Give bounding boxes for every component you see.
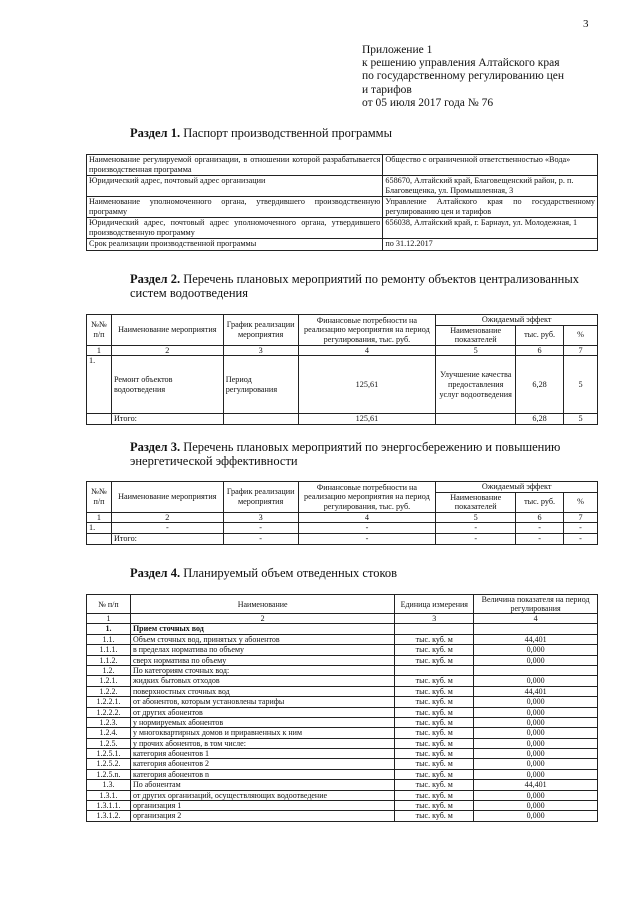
header-num: №№ п/п — [87, 482, 112, 513]
row-value: 0,000 — [474, 697, 598, 707]
row-name: сверх норматива по объему — [130, 655, 394, 665]
appendix-line: по государственному регулированию цен — [362, 70, 565, 83]
table-row — [87, 738, 598, 748]
row-unit — [395, 624, 474, 634]
table-row — [87, 218, 598, 239]
header-value: Величина показателя на период регулирования — [474, 595, 598, 614]
passport-value: Общество с ограниченной ответственностью «Вода» — [383, 155, 598, 176]
index-cell: 4 — [298, 345, 436, 356]
section-number: Раздел 1. — [130, 126, 181, 140]
header-num: №№ п/п — [87, 315, 112, 346]
section2-heading — [130, 272, 600, 300]
table-header-row — [87, 315, 598, 326]
row-unit — [395, 665, 474, 675]
row-value: 0,000 — [474, 655, 598, 665]
table-row — [87, 707, 598, 717]
header-schedule: График реализации мероприятия — [223, 482, 298, 513]
header-effect-pct: % — [564, 325, 598, 345]
passport-label: Срок реализации производственной программы — [87, 239, 383, 251]
row-name: у прочих абонентов, в том числе: — [130, 738, 394, 748]
header-finance: Финансовые потребности на реализацию мероприятия на период регулирования, тыс. руб. — [298, 315, 436, 346]
repair-measures-table — [86, 314, 598, 425]
row-name: Объем сточных вод, принятых у абонентов — [130, 634, 394, 644]
table-row — [87, 801, 598, 811]
row-name: организация 1 — [130, 801, 394, 811]
index-cell: 4 — [474, 614, 598, 624]
row-name: организация 2 — [130, 811, 394, 821]
header-unit: Единица измерения — [395, 595, 474, 614]
table-header-row — [87, 595, 598, 614]
index-cell: 2 — [130, 614, 394, 624]
row-effect-pct: 5 — [564, 356, 598, 414]
section-title: Паспорт производственной программы — [183, 126, 392, 140]
row-value: 0,000 — [474, 738, 598, 748]
total-label: Итого: — [111, 533, 223, 544]
header-num: № п/п — [87, 595, 131, 614]
passport-label: Юридический адрес, почтовый адрес уполномоченного органа, утвердившего производственную программу — [87, 218, 383, 239]
table-row — [87, 717, 598, 727]
passport-label: Юридический адрес, почтовый адрес организации — [87, 176, 383, 197]
section1-heading — [130, 126, 392, 141]
index-cell: 1 — [87, 345, 112, 356]
row-unit: тыс. куб. м — [395, 634, 474, 644]
header-effect-pct: % — [564, 492, 598, 512]
row-effect-value: - — [516, 523, 564, 534]
row-schedule: Период регулирования — [223, 356, 298, 414]
passport-value: Управление Алтайского края по государственному регулированию цен и тарифов — [383, 197, 598, 218]
table-total-row — [87, 533, 598, 544]
passport-value: 656038, Алтайский край, г. Барнаул, ул. Молодежная, 1 — [383, 218, 598, 239]
row-name: По категориям сточных вод: — [130, 665, 394, 675]
index-cell: 3 — [223, 345, 298, 356]
row-unit: тыс. куб. м — [395, 769, 474, 779]
total-schedule: - — [223, 533, 298, 544]
table-index-row — [87, 512, 598, 523]
index-cell: 6 — [516, 512, 564, 523]
header-effect-value: тыс. руб. — [516, 492, 564, 512]
row-num: 1.2.3. — [87, 717, 131, 727]
table-row — [87, 356, 598, 414]
row-num: 1.1.1. — [87, 645, 131, 655]
passport-value: по 31.12.2017 — [383, 239, 598, 251]
row-name: категория абонентов 1 — [130, 749, 394, 759]
row-effect-name: - — [436, 523, 516, 534]
table-row — [87, 686, 598, 696]
row-unit: тыс. куб. м — [395, 697, 474, 707]
table-row — [87, 523, 598, 534]
table-row — [87, 655, 598, 665]
row-unit: тыс. куб. м — [395, 686, 474, 696]
row-name: категория абонентов n — [130, 769, 394, 779]
row-name: - — [111, 523, 223, 534]
section-title: Перечень плановых мероприятий по энергосбережению и повышению энергетической эффективности — [130, 440, 561, 468]
table-index-row — [87, 614, 598, 624]
table-header-row — [87, 482, 598, 493]
header-effect: Ожидаемый эффект — [436, 482, 598, 493]
total-effect-name — [436, 414, 516, 425]
row-unit: тыс. куб. м — [395, 717, 474, 727]
page-number: 3 — [583, 18, 589, 30]
section-number: Раздел 2. — [130, 272, 181, 286]
index-cell: 7 — [564, 512, 598, 523]
row-unit: тыс. куб. м — [395, 801, 474, 811]
row-num: 1.3. — [87, 780, 131, 790]
index-cell: 5 — [436, 512, 516, 523]
table-row — [87, 811, 598, 821]
row-finance: - — [298, 523, 436, 534]
passport-label: Наименование регулируемой организации, в отношении которой разрабатывается производственная программа — [87, 155, 383, 176]
header-name: Наименование мероприятия — [111, 482, 223, 513]
row-unit: тыс. куб. м — [395, 645, 474, 655]
total-label: Итого: — [111, 414, 223, 425]
section-title: Планируемый объем отведенных стоков — [183, 566, 398, 580]
row-num: 1.2.5.2. — [87, 759, 131, 769]
index-cell: 6 — [516, 345, 564, 356]
row-num: 1.1. — [87, 634, 131, 644]
row-value: 44,401 — [474, 686, 598, 696]
table-row — [87, 769, 598, 779]
row-value: 0,000 — [474, 707, 598, 717]
table-row — [87, 676, 598, 686]
row-value: 44,401 — [474, 634, 598, 644]
index-cell: 2 — [111, 345, 223, 356]
total-num — [87, 533, 112, 544]
appendix-line: к решению управления Алтайского края — [362, 57, 560, 70]
total-effect-value: - — [516, 533, 564, 544]
table-row — [87, 697, 598, 707]
row-schedule: - — [223, 523, 298, 534]
row-value: 0,000 — [474, 749, 598, 759]
table-row — [87, 728, 598, 738]
row-num: 1.2. — [87, 665, 131, 675]
row-num: 1.2.5.1. — [87, 749, 131, 759]
row-num: 1.2.2.2. — [87, 707, 131, 717]
row-num: 1.2.2.1. — [87, 697, 131, 707]
passport-table — [86, 154, 598, 251]
wastewater-volume-table — [86, 594, 598, 822]
table-index-row — [87, 345, 598, 356]
table-total-row — [87, 414, 598, 425]
total-effect-value: 6,28 — [516, 414, 564, 425]
row-name: Прием сточных вод — [130, 624, 394, 634]
row-name: у многоквартирных домов и приравненных к ним — [130, 728, 394, 738]
table-row — [87, 239, 598, 251]
table-row — [87, 624, 598, 634]
index-cell: 4 — [298, 512, 436, 523]
row-value: 0,000 — [474, 676, 598, 686]
row-value — [474, 624, 598, 634]
row-unit: тыс. куб. м — [395, 707, 474, 717]
index-cell: 5 — [436, 345, 516, 356]
index-cell: 1 — [87, 512, 112, 523]
energy-measures-table — [86, 481, 598, 545]
index-cell: 1 — [87, 614, 131, 624]
passport-value: 658670, Алтайский край, Благовещенский район, р. п. Благовещенка, ул. Промышленная, 3 — [383, 176, 598, 197]
row-value: 0,000 — [474, 728, 598, 738]
row-finance: 125,61 — [298, 356, 436, 414]
row-unit: тыс. куб. м — [395, 759, 474, 769]
table-row — [87, 780, 598, 790]
row-unit: тыс. куб. м — [395, 655, 474, 665]
total-effect-pct: 5 — [564, 414, 598, 425]
row-unit: тыс. куб. м — [395, 780, 474, 790]
appendix-header — [362, 44, 622, 110]
table-row — [87, 634, 598, 644]
header-name: Наименование мероприятия — [111, 315, 223, 346]
row-num: 1.2.1. — [87, 676, 131, 686]
passport-label: Наименование уполномоченного органа, утвердившего производственную программу — [87, 197, 383, 218]
table-row — [87, 759, 598, 769]
total-finance: 125,61 — [298, 414, 436, 425]
table-row — [87, 665, 598, 675]
row-name: жидких бытовых отходов — [130, 676, 394, 686]
row-num: 1.2.4. — [87, 728, 131, 738]
section-number: Раздел 3. — [130, 440, 181, 454]
row-unit: тыс. куб. м — [395, 738, 474, 748]
row-unit: тыс. куб. м — [395, 676, 474, 686]
row-name: в пределах норматива по объему — [130, 645, 394, 655]
table-row — [87, 197, 598, 218]
header-name: Наименование — [130, 595, 394, 614]
table-row — [87, 155, 598, 176]
row-effect-value: 6,28 — [516, 356, 564, 414]
row-num: 1.1.2. — [87, 655, 131, 665]
row-num: 1. — [87, 624, 131, 634]
index-cell: 3 — [223, 512, 298, 523]
row-name: у нормируемых абонентов — [130, 717, 394, 727]
total-schedule — [223, 414, 298, 425]
header-effect-name: Наименование показателей — [436, 325, 516, 345]
table-row — [87, 790, 598, 800]
row-value: 0,000 — [474, 811, 598, 821]
total-num — [87, 414, 112, 425]
row-num: 1.2.5.n. — [87, 769, 131, 779]
volume-rows — [87, 624, 598, 821]
row-effect-name: Улучшение качества предоставления услуг водоотведения — [436, 356, 516, 414]
row-name: По абонентам — [130, 780, 394, 790]
row-num: 1.3.1.1. — [87, 801, 131, 811]
row-value: 44,401 — [474, 780, 598, 790]
row-name: от абонентов, которым установлены тарифы — [130, 697, 394, 707]
row-value: 0,000 — [474, 801, 598, 811]
row-effect-pct: - — [564, 523, 598, 534]
section4-heading — [130, 566, 397, 581]
row-name: от других организаций, осуществляющих водоотведение — [130, 790, 394, 800]
row-value: 0,000 — [474, 790, 598, 800]
total-effect-name: - — [436, 533, 516, 544]
appendix-line: Приложение 1 — [362, 44, 433, 56]
row-value: 0,000 — [474, 645, 598, 655]
row-value: 0,000 — [474, 717, 598, 727]
header-schedule: График реализации мероприятия — [223, 315, 298, 346]
section-number: Раздел 4. — [130, 566, 181, 580]
table-row — [87, 749, 598, 759]
row-value: 0,000 — [474, 769, 598, 779]
row-name: поверхностных сточных вод — [130, 686, 394, 696]
index-cell: 3 — [395, 614, 474, 624]
appendix-line: и тарифов — [362, 83, 412, 96]
index-cell: 2 — [111, 512, 223, 523]
table-row — [87, 645, 598, 655]
row-unit: тыс. куб. м — [395, 811, 474, 821]
header-effect-name: Наименование показателей — [436, 492, 516, 512]
row-unit: тыс. куб. м — [395, 728, 474, 738]
index-cell: 7 — [564, 345, 598, 356]
row-name: категория абонентов 2 — [130, 759, 394, 769]
header-finance: Финансовые потребности на реализацию мероприятия на период регулирования, тыс. руб. — [298, 482, 436, 513]
section3-heading — [130, 440, 600, 468]
row-name: Ремонт объектов водоотведения — [111, 356, 223, 414]
row-num: 1.3.1.2. — [87, 811, 131, 821]
total-effect-pct: - — [564, 533, 598, 544]
row-num: 1.2.5. — [87, 738, 131, 748]
header-effect-value: тыс. руб. — [516, 325, 564, 345]
row-unit: тыс. куб. м — [395, 790, 474, 800]
row-num: 1. — [87, 523, 112, 534]
appendix-line: от 05 июля 2017 года № 76 — [362, 96, 494, 109]
header-effect: Ожидаемый эффект — [436, 315, 598, 326]
total-finance: - — [298, 533, 436, 544]
table-row — [87, 176, 598, 197]
row-unit: тыс. куб. м — [395, 749, 474, 759]
section-title: Перечень плановых мероприятий по ремонту объектов централизованных систем водоотведения — [130, 272, 579, 300]
row-num: 1. — [87, 356, 112, 414]
row-value — [474, 665, 598, 675]
row-name: от других абонентов — [130, 707, 394, 717]
row-num: 1.2.2. — [87, 686, 131, 696]
row-value: 0,000 — [474, 759, 598, 769]
row-num: 1.3.1. — [87, 790, 131, 800]
